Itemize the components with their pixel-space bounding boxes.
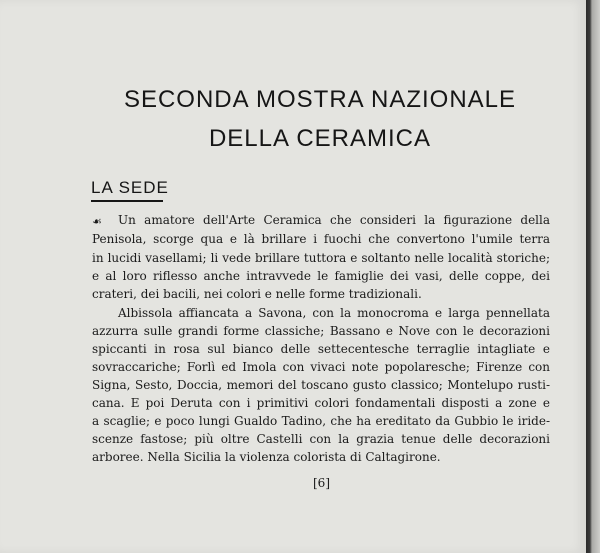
section-heading: LA SEDE (91, 178, 169, 197)
paragraph-2-line-3: spiccanti in rosa sul bianco delle settecentesche terraglie intagliate e (92, 342, 550, 356)
fleuron-icon: ☙ (92, 215, 102, 228)
page-number: [6] (313, 476, 330, 490)
paragraph-1-line-3: in lucidi vasellami; li vede brillare tuttora e soltanto nelle località storiche; (92, 251, 550, 265)
paragraph-1-line-2: Penisola, scorge qua e là brillare i fuochi che convertono l'umile terra (92, 232, 550, 246)
paragraph-1-line-4: e al loro riflesso anche intravvede le famiglie dei vasi, delle coppe, dei (92, 269, 550, 283)
paragraph-2-line-2: azzurra sulle grandi forme classiche; Bassano e Nove con le decorazioni (92, 324, 550, 338)
book-binding-edge (586, 0, 600, 553)
paragraph-2-line-5: Signa, Sesto, Doccia, memori del toscano gusto classico; Montelupo rusti- (92, 378, 550, 392)
paragraph-2-line-8: scenze fastose; più oltre Castelli con la grazia tenue delle decorazioni (92, 432, 550, 446)
paragraph-2-line-7: a scaglie; e poco lungi Gualdo Tadino, che ha ereditato da Gubbio le iride- (92, 414, 550, 428)
paragraph-2-line-9: arboree. Nella Sicilia la violenza colorista di Caltagirone. (92, 450, 441, 464)
title-line-2: DELLA CERAMICA (208, 125, 432, 152)
paragraph-1-line-5: crateri, dei bacili, nei colori e nelle forme tradizionali. (92, 287, 422, 301)
paragraph-2-line-4: sovraccariche; Forlì ed Imola con vivaci note popolaresche; Firenze con (92, 360, 550, 374)
title-line-1: SECONDA MOSTRA NAZIONALE (123, 86, 517, 113)
paragraph-2-line-1: Albissola affiancata a Savona, con la monocroma e larga pennellata (118, 306, 550, 320)
section-underline (91, 200, 163, 202)
paragraph-2-line-6: cana. E poi Deruta con i primitivi colori fondamentali disposti a zone e (92, 396, 550, 410)
paragraph-1-line-1: Un amatore dell'Arte Ceramica che consideri la figurazione della (118, 213, 550, 227)
